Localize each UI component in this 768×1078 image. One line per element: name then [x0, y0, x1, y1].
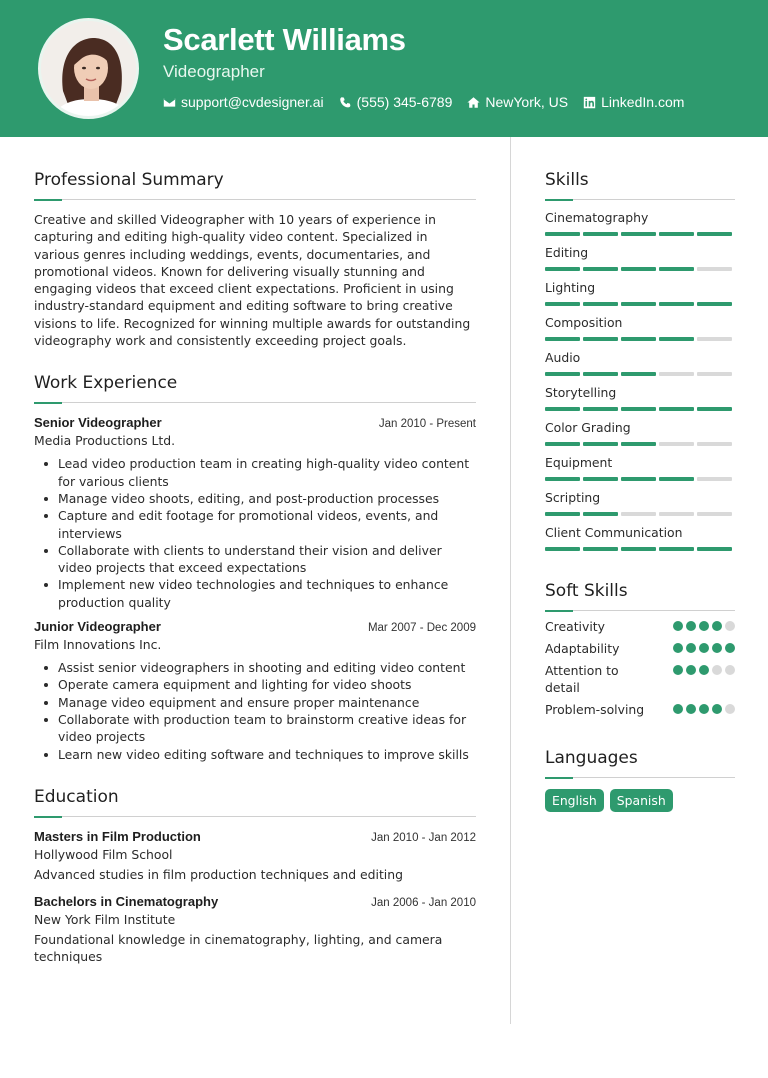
summary-heading: Professional Summary	[34, 170, 224, 190]
candidate-name: Scarlett Williams	[163, 22, 406, 57]
rating-dot	[712, 665, 722, 675]
skill-level-bar	[545, 337, 735, 341]
list-item: Lead video production team in creating high-quality video content for various clients	[34, 455, 476, 490]
skill-level-segment	[659, 512, 694, 516]
skill-name: Editing	[545, 245, 589, 260]
soft-skill-item	[545, 640, 735, 657]
skill-name: Composition	[545, 315, 623, 330]
skill-level-segment	[697, 547, 732, 551]
job-company: Media Productions Ltd.	[34, 433, 176, 449]
list-item: Assist senior videographers in shooting and editing video content	[34, 659, 476, 676]
soft-skills-heading: Soft Skills	[545, 581, 628, 601]
skill-level-segment	[583, 547, 618, 551]
job-title: Junior Videographer	[34, 619, 161, 635]
skill-level-segment	[545, 372, 580, 376]
skill-item	[545, 455, 735, 481]
skill-level-segment	[583, 477, 618, 481]
skill-level-segment	[697, 407, 732, 411]
soft-skill-rating	[673, 665, 735, 675]
skill-level-segment	[697, 337, 732, 341]
education-description: Advanced studies in film production techniques and editing	[34, 866, 403, 882]
skill-level-bar	[545, 442, 735, 446]
skill-level-segment	[583, 372, 618, 376]
skill-name: Storytelling	[545, 385, 617, 400]
skill-level-segment	[583, 442, 618, 446]
soft-skill-rating	[673, 704, 735, 714]
list-item: Operate camera equipment and lighting for video shoots	[34, 676, 476, 693]
skill-level-bar	[545, 267, 735, 271]
skill-level-segment	[545, 232, 580, 236]
skill-name: Color Grading	[545, 420, 631, 435]
degree-title: Bachelors in Cinematography	[34, 894, 219, 910]
languages-heading: Languages	[545, 748, 638, 768]
skill-level-bar	[545, 547, 735, 551]
skill-level-segment	[697, 267, 732, 271]
skill-item	[545, 280, 735, 306]
contact-location[interactable]	[467, 94, 568, 110]
rating-dot	[725, 643, 735, 653]
skill-level-segment	[659, 267, 694, 271]
contact-email-text: support@cvdesigner.ai	[181, 94, 324, 110]
rating-dot	[725, 704, 735, 714]
rating-dot	[686, 643, 696, 653]
skill-level-segment	[621, 477, 656, 481]
skill-level-segment	[545, 407, 580, 411]
rating-dot	[712, 643, 722, 653]
soft-skill-item	[545, 618, 735, 635]
skill-name: Cinematography	[545, 210, 649, 225]
portrait-image	[41, 21, 139, 119]
skill-item	[545, 350, 735, 376]
skill-level-segment	[583, 232, 618, 236]
education-entry	[34, 894, 476, 966]
section-rule	[34, 816, 476, 818]
skill-item	[545, 525, 735, 551]
section-rule	[34, 402, 476, 404]
phone-icon	[339, 96, 352, 109]
degree-title: Masters in Film Production	[34, 828, 201, 844]
skill-level-segment	[583, 407, 618, 411]
language-tag: English	[545, 789, 604, 812]
list-item: Collaborate with clients to understand their vision and deliver video projects that exceed expectations	[34, 542, 476, 577]
summary-text: Creative and skilled Videographer with 10 years of experience in capturing and editing high-quality video content. Specialized in various genres including weddings, events, documentaries, and promotional videos. Known for delivering visually stunning and engaging videos that exceed client expectations. Proficient in using industry-standard equipment and editing software to bring creative visions to life. Recognized for winning multiple awards for outstanding videography work and consistently exceeding project goals.	[34, 212, 471, 349]
soft-skills-section	[545, 581, 735, 718]
skill-level-segment	[621, 267, 656, 271]
soft-skill-rating	[673, 621, 735, 631]
skill-level-segment	[621, 407, 656, 411]
skill-level-bar	[545, 302, 735, 306]
rating-dot	[673, 621, 683, 631]
job-date: Mar 2007 - Dec 2009	[367, 622, 476, 635]
rating-dot	[712, 704, 722, 714]
skill-level-bar	[545, 512, 735, 516]
skill-level-segment	[545, 302, 580, 306]
skill-level-segment	[697, 477, 732, 481]
rating-dot	[699, 643, 709, 653]
rating-dot	[686, 665, 696, 675]
skill-level-segment	[621, 547, 656, 551]
soft-skill-name: Problem-solving	[545, 702, 645, 717]
list-item: Implement new video technologies and techniques to enhance production quality	[34, 576, 476, 611]
skill-name: Client Communication	[545, 525, 683, 540]
languages-section	[545, 748, 735, 812]
skill-level-segment	[583, 337, 618, 341]
job-entry	[34, 619, 476, 763]
language-tag: Spanish	[610, 789, 673, 812]
experience-heading: Work Experience	[34, 373, 178, 394]
soft-skill-item	[545, 662, 735, 696]
skill-level-segment	[545, 477, 580, 481]
skill-level-bar	[545, 477, 735, 481]
home-icon	[467, 96, 480, 109]
contact-phone[interactable]	[339, 94, 453, 110]
skill-name: Scripting	[545, 490, 601, 505]
skill-level-segment	[545, 442, 580, 446]
education-date: Jan 2006 - Jan 2010	[371, 897, 476, 910]
linkedin-icon	[583, 96, 596, 109]
job-title: Senior Videographer	[34, 415, 162, 431]
skill-level-segment	[545, 337, 580, 341]
sidebar-column	[545, 170, 735, 812]
rating-dot	[673, 643, 683, 653]
skill-level-segment	[697, 442, 732, 446]
skill-level-segment	[621, 232, 656, 236]
list-item: Learn new video editing software and techniques to improve skills	[34, 746, 476, 763]
main-column	[34, 170, 476, 966]
skill-level-segment	[583, 302, 618, 306]
job-company: Film Innovations Inc.	[34, 637, 162, 653]
language-tags	[545, 789, 735, 812]
rating-dot	[725, 665, 735, 675]
rating-dot	[686, 621, 696, 631]
job-bullets	[34, 455, 476, 611]
contact-phone-text: (555) 345-6789	[356, 94, 453, 110]
contact-location-text: NewYork, US	[485, 94, 569, 110]
job-entry	[34, 415, 476, 611]
rating-dot	[686, 704, 696, 714]
school-name: New York Film Institute	[34, 912, 176, 928]
skill-name: Lighting	[545, 280, 596, 295]
soft-skill-name: Adaptability	[545, 641, 620, 656]
contact-linkedin-text: LinkedIn.com	[601, 94, 685, 110]
section-rule	[545, 199, 735, 201]
rating-dot	[699, 621, 709, 631]
skill-level-bar	[545, 372, 735, 376]
soft-skills-list	[545, 618, 735, 718]
skill-level-segment	[697, 372, 732, 376]
skill-level-segment	[621, 442, 656, 446]
skill-level-segment	[621, 512, 656, 516]
education-description: Foundational knowledge in cinematography, lighting, and camera techniques	[34, 932, 443, 965]
skill-level-bar	[545, 232, 735, 236]
skill-level-segment	[659, 232, 694, 236]
skill-level-segment	[659, 337, 694, 341]
soft-skill-item	[545, 701, 735, 718]
skill-item	[545, 245, 735, 271]
skill-item	[545, 420, 735, 446]
job-bullets	[34, 659, 476, 763]
skill-item	[545, 210, 735, 236]
skill-level-segment	[697, 302, 732, 306]
section-rule	[545, 610, 735, 612]
rating-dot	[673, 665, 683, 675]
skill-level-segment	[621, 372, 656, 376]
summary-section	[34, 170, 476, 349]
skill-item	[545, 385, 735, 411]
education-section	[34, 787, 476, 966]
skill-level-segment	[659, 302, 694, 306]
skill-level-segment	[583, 512, 618, 516]
skill-item	[545, 490, 735, 516]
skills-heading: Skills	[545, 170, 589, 190]
skill-level-segment	[545, 547, 580, 551]
skills-list	[545, 210, 735, 551]
section-rule	[34, 199, 476, 201]
list-item: Collaborate with production team to brainstorm creative ideas for video projects	[34, 711, 476, 746]
school-name: Hollywood Film School	[34, 846, 173, 862]
skill-level-segment	[583, 267, 618, 271]
list-item: Manage video equipment and ensure proper maintenance	[34, 694, 476, 711]
skill-level-segment	[697, 232, 732, 236]
skills-section	[545, 170, 735, 551]
skill-level-segment	[545, 267, 580, 271]
rating-dot	[699, 665, 709, 675]
contact-linkedin[interactable]	[583, 94, 684, 110]
skill-level-segment	[659, 477, 694, 481]
rating-dot	[712, 621, 722, 631]
skill-item	[545, 315, 735, 341]
education-date: Jan 2010 - Jan 2012	[371, 831, 476, 844]
skill-level-segment	[697, 512, 732, 516]
rating-dot	[699, 704, 709, 714]
contact-bar	[163, 94, 699, 110]
soft-skill-rating	[673, 643, 735, 653]
list-item: Manage video shoots, editing, and post-production processes	[34, 490, 476, 507]
list-item: Capture and edit footage for promotional videos, events, and interviews	[34, 507, 476, 542]
education-heading: Education	[34, 786, 119, 807]
profile-photo	[38, 18, 139, 119]
contact-email[interactable]	[163, 94, 324, 110]
skill-level-segment	[621, 337, 656, 341]
skill-name: Equipment	[545, 455, 613, 470]
education-entry	[34, 829, 476, 883]
skill-level-segment	[659, 547, 694, 551]
skill-level-bar	[545, 407, 735, 411]
soft-skill-name: Creativity	[545, 619, 605, 634]
skill-level-segment	[659, 372, 694, 376]
rating-dot	[673, 704, 683, 714]
rating-dot	[725, 621, 735, 631]
column-divider	[510, 137, 511, 1024]
job-date: Jan 2010 - Present	[378, 418, 476, 431]
skill-name: Audio	[545, 350, 581, 365]
envelope-icon	[163, 96, 176, 109]
soft-skill-name: Attention to detail	[545, 663, 619, 695]
skill-level-segment	[659, 442, 694, 446]
candidate-title: Videographer	[163, 62, 265, 81]
skill-level-segment	[659, 407, 694, 411]
skill-level-segment	[621, 302, 656, 306]
section-rule	[545, 777, 735, 779]
skill-level-segment	[545, 512, 580, 516]
resume-header	[0, 0, 768, 137]
experience-section	[34, 373, 476, 762]
